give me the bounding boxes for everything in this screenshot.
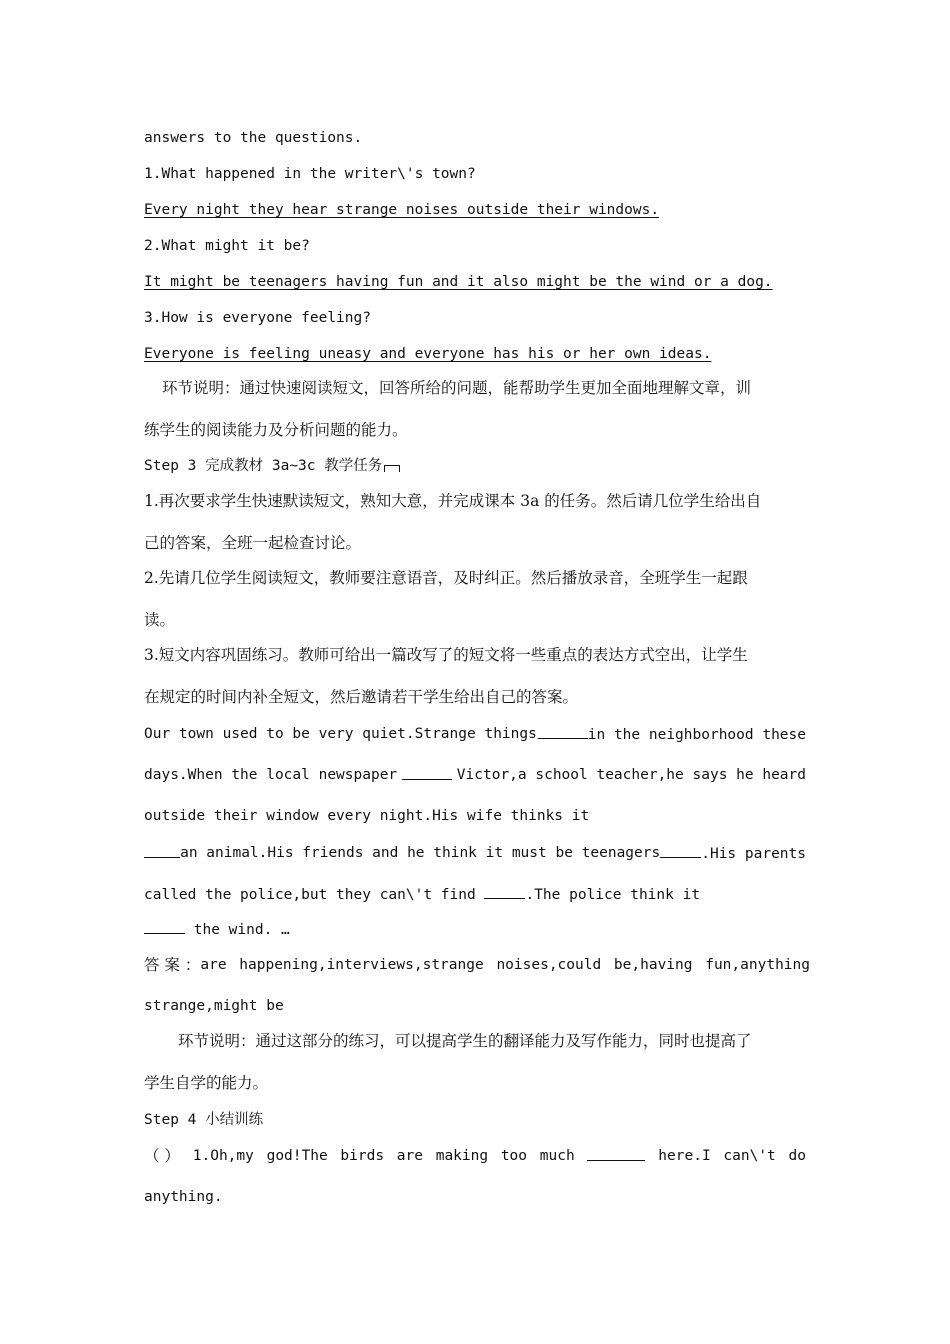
section-note-1: 环节说明：通过快速阅读短文，回答所给的问题，能帮助学生更加全面地理解文章，训 <box>162 379 752 397</box>
question-3: 3.How is everyone feeling? <box>144 310 371 326</box>
passage-line-5 <box>144 885 806 904</box>
answer-key-line <box>144 956 810 974</box>
question-2: 2.What might it be? <box>144 238 310 254</box>
question-1: 1.What happened in the writer\'s town? <box>144 166 476 182</box>
passage-text: called the police,but they can\'t find <box>144 887 476 903</box>
passage-text: days.When the local newspaper <box>144 767 398 783</box>
answer-key-cont: strange,might be <box>144 998 284 1014</box>
fill-blank <box>144 844 180 858</box>
text-line: answers to the questions. <box>144 130 363 146</box>
passage-text: in the neighborhood these <box>587 727 806 743</box>
exercise-text: 1.Oh,my god!The birds are making too much <box>192 1148 575 1164</box>
passage-line-3: outside their window every night.His wife thinks it <box>144 808 590 824</box>
passage-line-4 <box>144 844 806 863</box>
exercise-text: here.I can\'t do <box>658 1148 806 1164</box>
answer-key-label: 答 案 ： <box>144 956 201 974</box>
answer-2: It might be teenagers having fun and it also might be the wind or a dog. <box>144 274 773 290</box>
step-3-item-2: 2.先请几位学生阅读短文，教师要注意语音，及时纠正。然后播放录音，全班学生一起跟 <box>144 569 748 587</box>
fill-blank <box>538 725 588 739</box>
passage-line-6 <box>144 920 806 939</box>
answer-3: Everyone is feeling uneasy and everyone has his or her own ideas. <box>144 346 712 362</box>
fill-blank <box>587 1147 645 1161</box>
step-3-item-1-cont: 己的答案，全班一起检查讨论。 <box>144 534 362 552</box>
answer-key-text: are happening,interviews,strange noises,could be,having fun,anything <box>200 957 810 973</box>
section-note-2: 环节说明：通过这部分的练习，可以提高学生的翻译能力及写作能力，同时也提高了 <box>178 1032 752 1050</box>
passage-text: Our town used to be very quiet.Strange things <box>144 726 537 742</box>
answer-1: Every night they hear strange noises outside their windows. <box>144 202 660 218</box>
step-3-item-3-cont: 在规定的时间内补全短文，然后邀请若干学生给出自己的答案。 <box>144 688 579 706</box>
section-note-2-cont: 学生自学的能力。 <box>144 1074 269 1092</box>
passage-line-2 <box>144 766 806 784</box>
exercise-1-cont: anything. <box>144 1189 223 1205</box>
passage-text: .The police think it <box>525 887 701 903</box>
answer-bracket: （ ） <box>144 1147 180 1165</box>
section-note-1-cont: 练学生的阅读能力及分析问题的能力。 <box>144 421 408 439</box>
fill-blank <box>484 885 525 899</box>
exercise-1 <box>144 1147 806 1165</box>
passage-text: the wind. … <box>193 922 290 938</box>
passage-line-1 <box>144 725 806 744</box>
passage-text: Victor,a school teacher,he says he heard <box>456 767 806 783</box>
step-3-item-1: 1.再次要求学生快速默读短文，熟知大意，并完成课本 3a 的任务。然后请几位学生给出自 <box>144 492 762 510</box>
step-4-heading: Step 4 小结训练 <box>144 1112 264 1128</box>
step-3-title: Step 3 完成教材 3a~3c 教学任务 <box>144 458 383 474</box>
passage-text: .His parents <box>701 846 806 862</box>
step-3-heading <box>144 457 806 475</box>
step-3-item-2-cont: 读。 <box>144 611 176 629</box>
passage-text: an animal.His friends and he think it must be teenagers <box>180 845 661 861</box>
fill-blank <box>660 844 701 858</box>
step-3-item-3: 3.短文内容巩固练习。教师可给出一篇改写了的短文将一些重点的表达方式空出，让学生 <box>144 646 748 664</box>
fill-blank <box>144 920 185 934</box>
fill-blank <box>402 766 452 780</box>
caret-mark-icon <box>384 465 400 472</box>
